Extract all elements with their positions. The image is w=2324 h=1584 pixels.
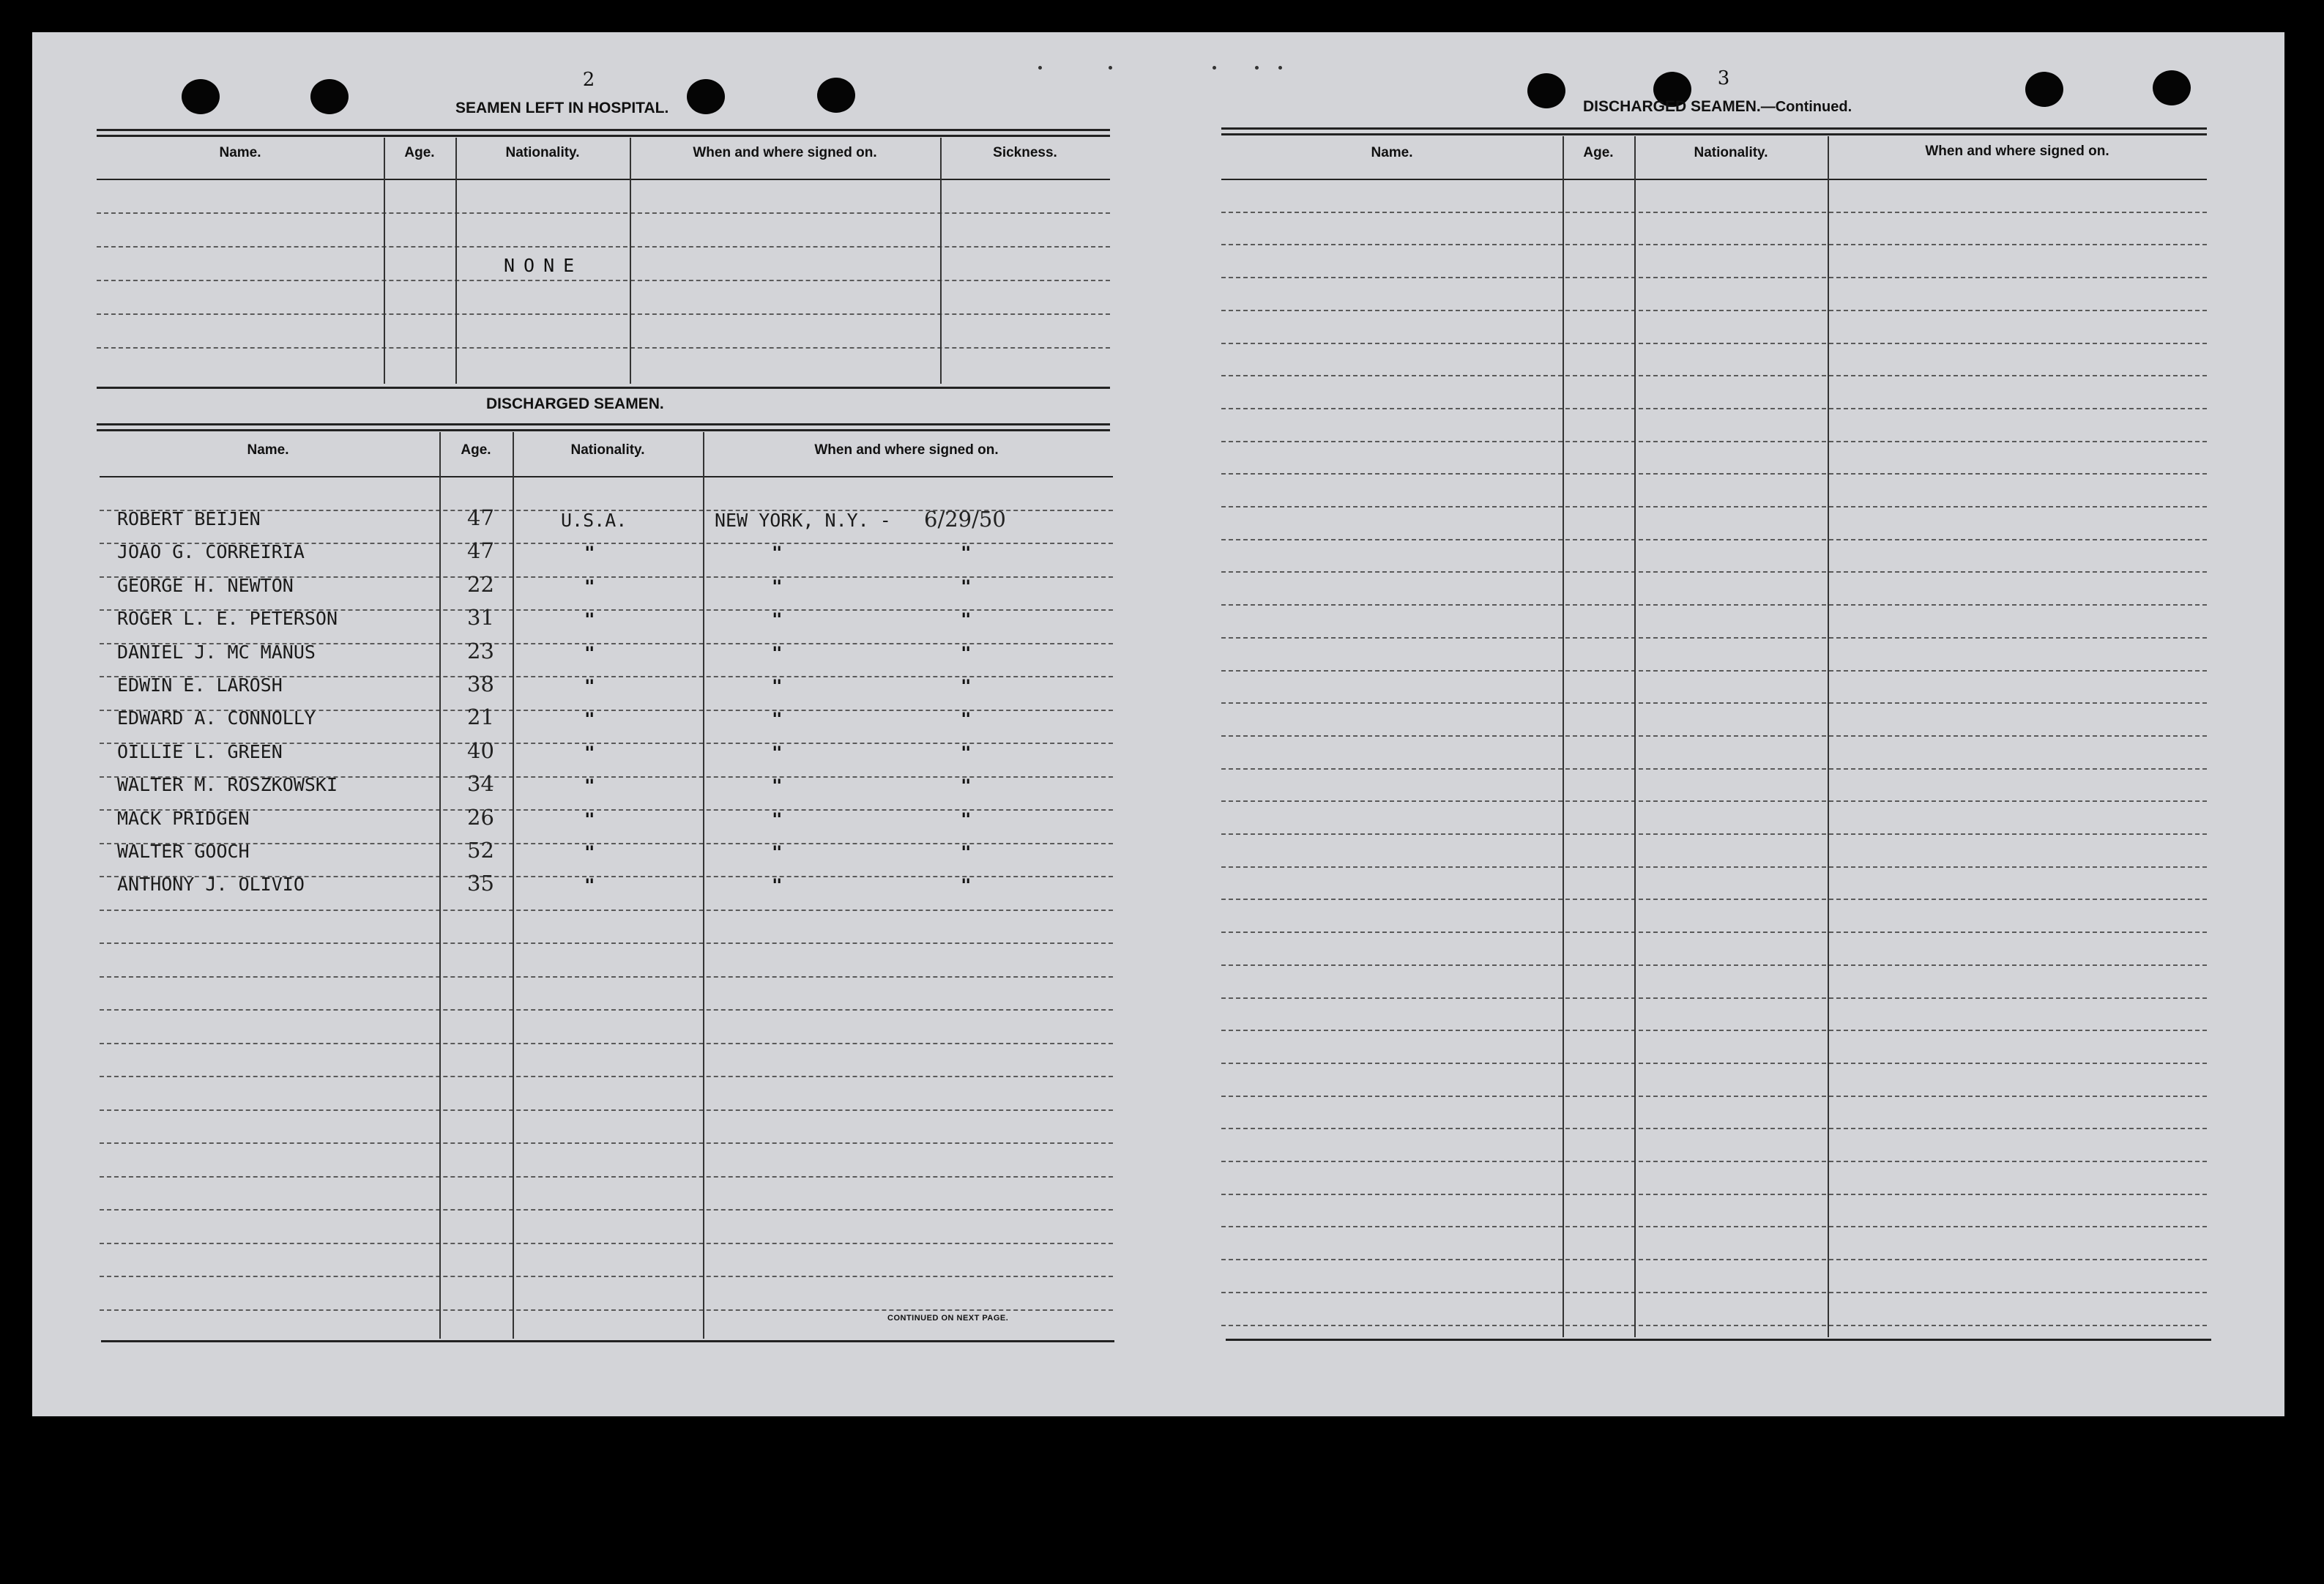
ruled-line bbox=[100, 1209, 1113, 1211]
discharged-section-title: DISCHARGED SEAMEN. bbox=[486, 395, 664, 412]
column-divider bbox=[703, 432, 704, 1339]
signed-on-date: " bbox=[961, 609, 972, 631]
seaman-nationality: " bbox=[584, 676, 595, 696]
signed-on-date: " bbox=[961, 709, 972, 730]
seaman-age: 31 bbox=[467, 605, 494, 631]
table-top-rule bbox=[1221, 127, 2207, 130]
ruled-line bbox=[100, 1176, 1113, 1178]
column-header-nationality: Nationality. bbox=[1694, 145, 1768, 160]
signed-on-date: " bbox=[961, 742, 972, 763]
ruled-line bbox=[100, 1109, 1113, 1111]
seaman-name: EDWIN E. LAROSH bbox=[117, 674, 283, 696]
ruled-line bbox=[1221, 604, 2207, 606]
ruled-line bbox=[1221, 899, 2207, 900]
signed-on-place: " bbox=[772, 776, 783, 797]
seaman-nationality: " bbox=[584, 842, 595, 863]
ruled-line bbox=[1221, 1259, 2207, 1260]
seaman-name: ROBERT BEIJEN bbox=[117, 508, 261, 529]
table-top-rule bbox=[97, 429, 1110, 431]
ruled-line bbox=[1221, 1325, 2207, 1326]
ruled-line bbox=[97, 179, 1110, 180]
ruled-line bbox=[1221, 506, 2207, 507]
table-bottom-rule bbox=[101, 1340, 1114, 1342]
ruled-line bbox=[97, 212, 1110, 214]
seaman-name: DANIEL J. MC MANUS bbox=[117, 641, 316, 663]
seaman-name: ANTHONY J. OLIVIO bbox=[117, 874, 305, 896]
seaman-nationality: " bbox=[584, 609, 595, 631]
signed-on-place: " bbox=[772, 808, 783, 830]
ruled-line bbox=[1221, 408, 2207, 409]
seaman-age: 40 bbox=[467, 737, 494, 763]
seaman-nationality: " bbox=[584, 875, 595, 896]
signed-on-place: NEW YORK, N.Y. - bbox=[715, 510, 891, 531]
seaman-name: GEORGE H. NEWTON bbox=[117, 574, 294, 596]
title-text: DISCHARGED SEAMEN. bbox=[1583, 98, 1761, 115]
page-number: 3 bbox=[1717, 67, 1730, 89]
ruled-line bbox=[1221, 571, 2207, 573]
seaman-nationality: " bbox=[584, 709, 595, 730]
signed-on-date: " bbox=[961, 543, 972, 564]
seaman-name: ROGER L. E. PETERSON bbox=[117, 608, 338, 630]
column-divider bbox=[940, 138, 942, 384]
column-header-signed-on: When and where signed on. bbox=[814, 442, 999, 458]
ruled-line bbox=[1221, 800, 2207, 802]
seaman-nationality: U.S.A. bbox=[561, 510, 627, 531]
ruled-line bbox=[1221, 244, 2207, 245]
ruled-line bbox=[100, 1043, 1113, 1044]
ruled-line bbox=[1221, 1194, 2207, 1195]
column-header-sickness: Sickness. bbox=[993, 145, 1057, 160]
signed-on-place: " bbox=[772, 742, 783, 763]
column-header-name: Name. bbox=[219, 145, 261, 160]
column-header-nationality: Nationality. bbox=[570, 442, 645, 458]
ruled-line bbox=[1221, 310, 2207, 311]
ruled-line bbox=[1221, 343, 2207, 344]
ruled-line bbox=[1221, 1161, 2207, 1162]
table-bottom-rule bbox=[1226, 1339, 2211, 1341]
column-divider bbox=[513, 432, 514, 1339]
signed-on-date: " bbox=[961, 875, 972, 896]
seaman-age: 35 bbox=[467, 871, 494, 896]
ruled-line bbox=[100, 1076, 1113, 1077]
ruled-line bbox=[100, 1243, 1113, 1244]
column-header-signed-on: When and where signed on. bbox=[1925, 144, 2109, 159]
column-divider bbox=[439, 432, 441, 1339]
signed-on-place: " bbox=[772, 609, 783, 631]
ruled-line bbox=[100, 1009, 1113, 1011]
ruled-line bbox=[1221, 1096, 2207, 1097]
ruled-line bbox=[1221, 1128, 2207, 1129]
ruled-line bbox=[100, 1276, 1113, 1277]
column-divider bbox=[1828, 136, 1829, 1337]
ruled-line bbox=[1221, 473, 2207, 475]
ruled-line bbox=[1221, 277, 2207, 278]
column-divider bbox=[1563, 136, 1564, 1337]
seaman-age: 23 bbox=[467, 638, 494, 663]
ruled-line bbox=[100, 976, 1113, 978]
ruled-line bbox=[1221, 997, 2207, 999]
ruled-line bbox=[1221, 866, 2207, 868]
none-stamp: NONE bbox=[504, 255, 584, 276]
column-header-age: Age. bbox=[1583, 145, 1614, 160]
ruled-line bbox=[100, 942, 1113, 944]
column-divider bbox=[384, 138, 385, 384]
left-page bbox=[32, 32, 1131, 1416]
signed-on-place: " bbox=[772, 576, 783, 597]
table-top-rule bbox=[97, 423, 1110, 425]
signed-on-date: " bbox=[961, 576, 972, 597]
signed-on-date: " bbox=[961, 842, 972, 863]
document-sheet bbox=[32, 32, 2284, 1416]
seaman-name: MACK PRIDGEN bbox=[117, 807, 250, 829]
seaman-name: WALTER GOOCH bbox=[117, 841, 250, 862]
ruled-line bbox=[1221, 539, 2207, 540]
seaman-nationality: " bbox=[584, 543, 595, 564]
ruled-line bbox=[1221, 441, 2207, 442]
signed-on-date: " bbox=[961, 808, 972, 830]
seaman-name: JOAO G. CORREIRIA bbox=[117, 541, 305, 563]
ruled-line bbox=[1221, 212, 2207, 213]
ruled-line bbox=[1221, 1226, 2207, 1227]
ruled-line bbox=[1221, 932, 2207, 933]
seaman-age: 26 bbox=[467, 804, 494, 830]
discharged-continued-title bbox=[1583, 98, 1852, 116]
ruled-line bbox=[100, 1142, 1113, 1144]
signed-on-place: " bbox=[772, 543, 783, 564]
right-page bbox=[1145, 32, 2273, 1416]
signed-on-place: " bbox=[772, 676, 783, 696]
signed-on-date: " bbox=[961, 776, 972, 797]
ruled-line bbox=[1221, 1292, 2207, 1293]
seaman-nationality: " bbox=[584, 808, 595, 830]
signed-on-date: " bbox=[961, 642, 972, 663]
signed-on-place: " bbox=[772, 709, 783, 730]
signed-on-date: " bbox=[961, 676, 972, 696]
hospital-section-title: SEAMEN LEFT IN HOSPITAL. bbox=[455, 100, 669, 116]
signed-on-date: 6/29/50 bbox=[924, 507, 1006, 532]
column-divider bbox=[1634, 136, 1636, 1337]
ruled-line bbox=[97, 246, 1110, 248]
title-suffix: —Continued. bbox=[1760, 99, 1852, 115]
seaman-name: OILLIE L. GREEN bbox=[117, 740, 283, 762]
column-divider bbox=[455, 138, 457, 384]
column-header-name: Name. bbox=[1371, 145, 1413, 160]
ruled-line bbox=[1221, 637, 2207, 639]
section-rule bbox=[97, 387, 1110, 389]
column-divider bbox=[630, 138, 631, 384]
signed-on-place: " bbox=[772, 875, 783, 896]
seaman-age: 22 bbox=[467, 571, 494, 597]
ruled-line bbox=[100, 476, 1113, 477]
seaman-age: 52 bbox=[467, 838, 494, 863]
seaman-name: WALTER M. ROSZKOWSKI bbox=[117, 774, 338, 796]
seaman-name: EDWARD A. CONNOLLY bbox=[117, 707, 316, 729]
table-top-rule bbox=[97, 129, 1110, 131]
signed-on-place: " bbox=[772, 642, 783, 663]
column-header-name: Name. bbox=[247, 442, 289, 458]
ruled-line bbox=[1221, 1030, 2207, 1031]
seaman-age: 38 bbox=[467, 672, 494, 696]
seaman-age: 47 bbox=[467, 505, 494, 530]
column-header-age: Age. bbox=[461, 442, 491, 458]
continued-note: CONTINUED ON NEXT PAGE. bbox=[887, 1314, 1009, 1323]
seaman-nationality: " bbox=[584, 742, 595, 763]
ruled-line bbox=[1221, 1063, 2207, 1064]
page-number: 2 bbox=[582, 69, 595, 91]
seaman-nationality: " bbox=[584, 576, 595, 597]
ruled-line bbox=[1221, 735, 2207, 737]
column-header-nationality: Nationality. bbox=[505, 145, 580, 160]
seaman-age: 21 bbox=[467, 704, 494, 730]
ruled-line bbox=[100, 1309, 1113, 1311]
ruled-line bbox=[1221, 702, 2207, 704]
ruled-line bbox=[1221, 375, 2207, 376]
ruled-line bbox=[1221, 833, 2207, 835]
ruled-line bbox=[1221, 670, 2207, 672]
ruled-line bbox=[97, 313, 1110, 315]
ruled-line bbox=[97, 347, 1110, 349]
seaman-age: 34 bbox=[467, 771, 494, 797]
seaman-nationality: " bbox=[584, 642, 595, 663]
ruled-line bbox=[100, 910, 1113, 911]
seaman-age: 47 bbox=[467, 538, 494, 564]
column-header-age: Age. bbox=[404, 145, 435, 160]
table-top-rule bbox=[97, 135, 1110, 137]
table-top-rule bbox=[1221, 133, 2207, 135]
ruled-line bbox=[1221, 964, 2207, 966]
ruled-line bbox=[1221, 768, 2207, 770]
ruled-line bbox=[1221, 179, 2207, 180]
signed-on-place: " bbox=[772, 842, 783, 863]
ruled-line bbox=[97, 280, 1110, 281]
seaman-nationality: " bbox=[584, 776, 595, 797]
column-header-signed-on: When and where signed on. bbox=[693, 145, 877, 160]
